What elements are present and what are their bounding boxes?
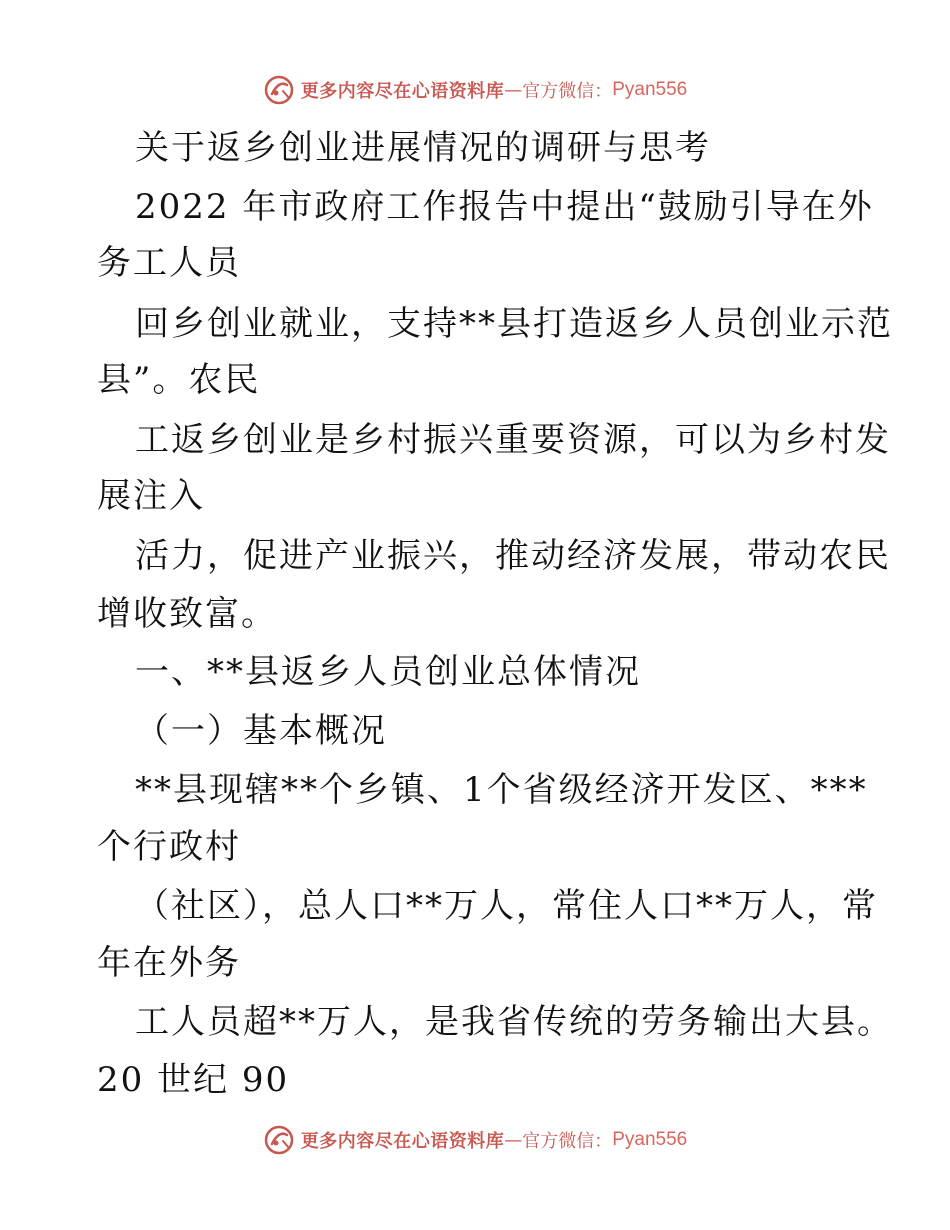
- brand-logo-icon: [263, 74, 295, 106]
- paragraph-line: 20 世纪 90: [97, 1060, 290, 1100]
- watermark-main-text: 更多内容尽在心语资料库: [300, 1131, 505, 1152]
- footer-watermark: [0, 1120, 950, 1160]
- paragraph-line: 工返乡创业是乡村振兴重要资源，可以为乡村发: [135, 420, 891, 460]
- brand-logo-icon: [263, 1124, 295, 1156]
- watermark-main-text: 更多内容尽在心语资料库: [300, 81, 505, 102]
- paragraph-line: （社区），总人口**万人，常住人口**万人，常: [135, 886, 878, 926]
- paragraph-line: 个行政村: [97, 827, 241, 867]
- paragraph-line: 活力，促进产业振兴，推动经济发展，带动农民: [135, 536, 891, 576]
- paragraph-line: **县现辖**个乡镇、1个省级经济开发区、***: [135, 770, 868, 810]
- watermark-separator: —: [504, 79, 523, 101]
- paragraph-line: 工人员超**万人，是我省传统的劳务输出大县。: [135, 1002, 893, 1042]
- paragraph-line: 年在外务: [97, 943, 241, 983]
- watermark-contact-id: Pyan556: [612, 79, 688, 100]
- document-title: 关于返乡创业进展情况的调研与思考: [135, 128, 711, 168]
- watermark-contact-label: 官方微信：: [522, 1131, 613, 1152]
- paragraph-line: 2022 年市政府工作报告中提出“鼓励引导在外: [135, 187, 874, 227]
- watermark-contact-id: Pyan556: [612, 1129, 688, 1150]
- subsection-heading: （一）基本概况: [135, 711, 387, 751]
- watermark-separator: —: [504, 1129, 523, 1151]
- paragraph-line: 增收致富。: [97, 594, 277, 634]
- section-heading: 一、**县返乡人员创业总体情况: [135, 652, 641, 692]
- watermark-contact-label: 官方微信：: [522, 81, 613, 102]
- paragraph-line: 展注入: [97, 476, 205, 516]
- paragraph-line: 务工人员: [97, 243, 241, 283]
- paragraph-line: 回乡创业就业，支持**县打造返乡人员创业示范: [135, 304, 893, 344]
- header-watermark: [0, 70, 950, 110]
- paragraph-line: 县”。农民: [97, 360, 261, 400]
